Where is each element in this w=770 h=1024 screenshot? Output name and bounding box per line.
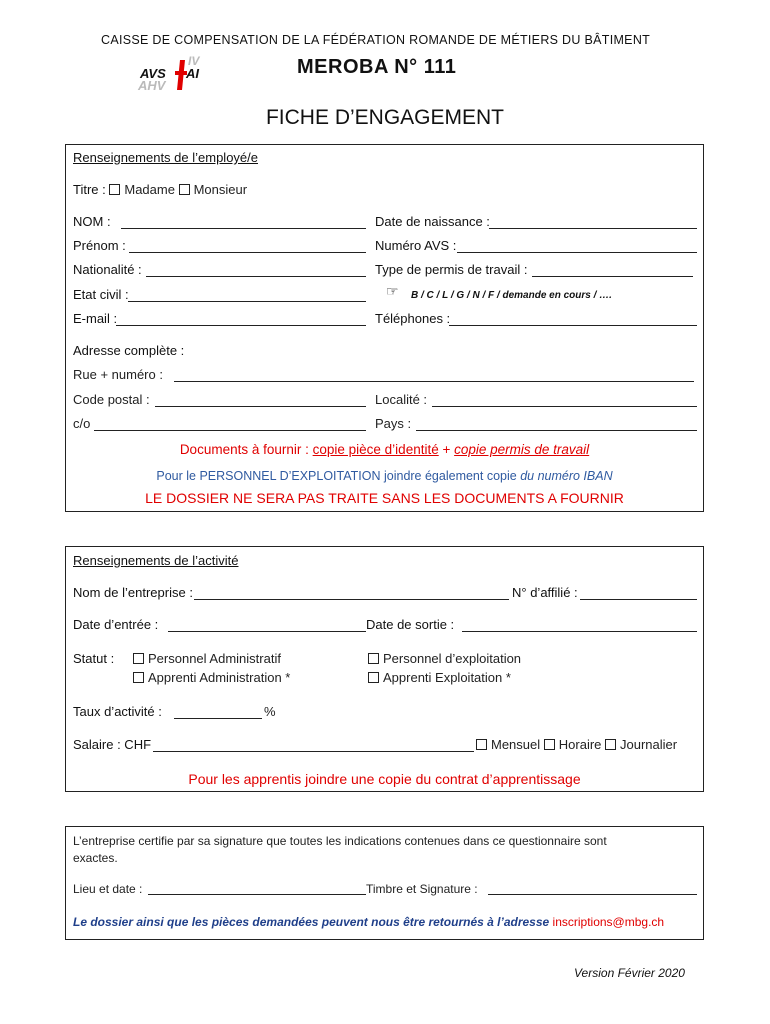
- code-postal-label: Code postal :: [73, 392, 150, 407]
- titre-row: [73, 182, 247, 198]
- return-email-link[interactable]: inscriptions@mbg.ch: [552, 915, 665, 929]
- madame-checkbox[interactable]: [109, 184, 120, 195]
- employee-section: [65, 144, 704, 512]
- certification-line1: L’entreprise certifie par sa signature que toutes les indications contenues dans ce questionnaire sont: [73, 834, 607, 848]
- monsieur-label: Monsieur: [193, 182, 248, 197]
- timbre-signature-label: Timbre et Signature :: [366, 882, 478, 896]
- madame-label: Madame: [124, 182, 175, 197]
- affilie-field[interactable]: [580, 599, 697, 600]
- return-address-text: Le dossier ainsi que les pièces demandées peuvent nous être retournés à l’adresse: [73, 915, 553, 929]
- lieu-date-field[interactable]: [148, 894, 366, 895]
- horaire-label: Horaire: [558, 737, 602, 752]
- titre-label: Titre :: [73, 182, 106, 197]
- documents-to-provide: [66, 442, 703, 458]
- salaire-field[interactable]: [153, 751, 474, 752]
- logo-ai-text: AI: [186, 66, 199, 81]
- warning-text: LE DOSSIER NE SERA PAS TRAITE SANS LES DOCUMENTS A FOURNIR: [145, 490, 624, 506]
- avs-ai-logo: [136, 56, 208, 94]
- entreprise-field[interactable]: [194, 599, 509, 600]
- personnel-administratif-label: Personnel Administratif: [148, 651, 281, 666]
- mensuel-checkbox[interactable]: [476, 739, 487, 750]
- timbre-signature-field[interactable]: [488, 894, 697, 895]
- statut-option-apprenti-admin: [133, 670, 290, 686]
- nationalite-field[interactable]: [146, 276, 366, 277]
- iban-note-text: Pour le PERSONNEL D’EXPLOITATION joindre également copie: [156, 469, 521, 483]
- email-field[interactable]: [116, 325, 366, 326]
- co-label: c/o: [73, 416, 91, 431]
- numero-avs-field[interactable]: [457, 252, 697, 253]
- code-postal-field[interactable]: [155, 406, 366, 407]
- date-sortie-label: Date de sortie :: [366, 617, 455, 632]
- documents-permis-copy: copie permis de travail: [454, 442, 590, 457]
- telephones-label: Téléphones :: [375, 311, 451, 326]
- pays-label: Pays :: [375, 416, 412, 431]
- journalier-label: Journalier: [620, 737, 678, 752]
- statut-option-exploitation: [368, 651, 521, 667]
- permis-options: B / C / L / G / N / F / demande en cours / ….: [411, 290, 612, 301]
- certification-section: [65, 826, 704, 940]
- nationalite-label: Nationalité :: [73, 262, 142, 277]
- logo-iv-text: IV: [188, 54, 200, 68]
- logo-ahv-text: AHV: [138, 78, 166, 93]
- apprenti-administration-checkbox[interactable]: [133, 672, 144, 683]
- prenom-field[interactable]: [129, 252, 366, 253]
- return-address-note: [73, 914, 664, 930]
- etat-civil-label: Etat civil :: [73, 287, 129, 302]
- statut-label: Statut :: [73, 651, 115, 666]
- activity-section-heading: Renseignements de l’activité: [73, 553, 239, 568]
- personnel-exploitation-checkbox[interactable]: [368, 653, 379, 664]
- date-naissance-field[interactable]: [489, 228, 697, 229]
- prenom-label: Prénom :: [73, 238, 126, 253]
- date-entree-label: Date d’entrée :: [73, 617, 159, 632]
- documents-prefix: Documents à fournir :: [179, 442, 313, 457]
- taux-label: Taux d’activité :: [73, 704, 162, 719]
- page-title: FICHE D’ENGAGEMENT: [265, 106, 504, 129]
- rue-field[interactable]: [174, 381, 694, 382]
- certification-line2: exactes.: [73, 851, 118, 865]
- affilie-label: N° d’affilié :: [512, 585, 578, 600]
- entreprise-label: Nom de l’entreprise :: [73, 585, 193, 600]
- taux-field[interactable]: [174, 718, 262, 719]
- iban-note: [66, 468, 703, 484]
- telephones-field[interactable]: [449, 325, 697, 326]
- percent-sign: %: [264, 704, 276, 719]
- version-label: Version Février 2020: [574, 966, 685, 980]
- apprenti-exploitation-checkbox[interactable]: [368, 672, 379, 683]
- nom-label: NOM :: [73, 214, 111, 229]
- co-field[interactable]: [94, 430, 366, 431]
- mensuel-label: Mensuel: [491, 737, 541, 752]
- apprentis-note: Pour les apprentis joindre une copie du contrat d’apprentissage: [188, 771, 581, 787]
- nom-field[interactable]: [121, 228, 366, 229]
- localite-field[interactable]: [432, 406, 697, 407]
- organization-name: CAISSE DE COMPENSATION DE LA FÉDÉRATION ROMANDE DE MÉTIERS DU BÂTIMENT: [101, 33, 651, 47]
- statut-option-admin: [133, 651, 281, 667]
- horaire-checkbox[interactable]: [544, 739, 555, 750]
- etat-civil-field[interactable]: [128, 301, 366, 302]
- documents-id-copy: copie pièce d’identité: [312, 442, 439, 457]
- numero-avs-label: Numéro AVS :: [375, 238, 457, 253]
- statut-option-apprenti-exploitation: [368, 670, 511, 686]
- apprenti-administration-label: Apprenti Administration *: [148, 670, 291, 685]
- pointing-hand-icon: ☞: [386, 283, 399, 299]
- iban-note-italic: du numéro IBAN: [520, 469, 613, 483]
- type-permis-label: Type de permis de travail :: [375, 262, 528, 277]
- activity-section: [65, 546, 704, 792]
- journalier-checkbox[interactable]: [605, 739, 616, 750]
- monsieur-checkbox[interactable]: [179, 184, 190, 195]
- logo-avs-text: AVS: [140, 66, 166, 81]
- personnel-exploitation-label: Personnel d’exploitation: [383, 651, 522, 666]
- date-sortie-field[interactable]: [462, 631, 697, 632]
- apprenti-exploitation-label: Apprenti Exploitation *: [383, 670, 511, 685]
- form-number: MEROBA N° 111: [297, 56, 457, 78]
- documents-plus: +: [438, 442, 455, 457]
- type-permis-field[interactable]: [532, 276, 693, 277]
- employee-section-heading: Renseignements de l’employé/e: [73, 150, 258, 165]
- rue-label: Rue + numéro :: [73, 367, 163, 382]
- date-entree-field[interactable]: [168, 631, 366, 632]
- adresse-label: Adresse complète :: [73, 343, 185, 358]
- salaire-type-options: [476, 737, 677, 753]
- lieu-date-label: Lieu et date :: [73, 882, 143, 896]
- personnel-administratif-checkbox[interactable]: [133, 653, 144, 664]
- date-naissance-label: Date de naissance :: [375, 214, 490, 229]
- salaire-label: Salaire : CHF: [73, 737, 152, 752]
- pays-field[interactable]: [416, 430, 697, 431]
- localite-label: Localité :: [375, 392, 428, 407]
- email-label: E-mail :: [73, 311, 118, 326]
